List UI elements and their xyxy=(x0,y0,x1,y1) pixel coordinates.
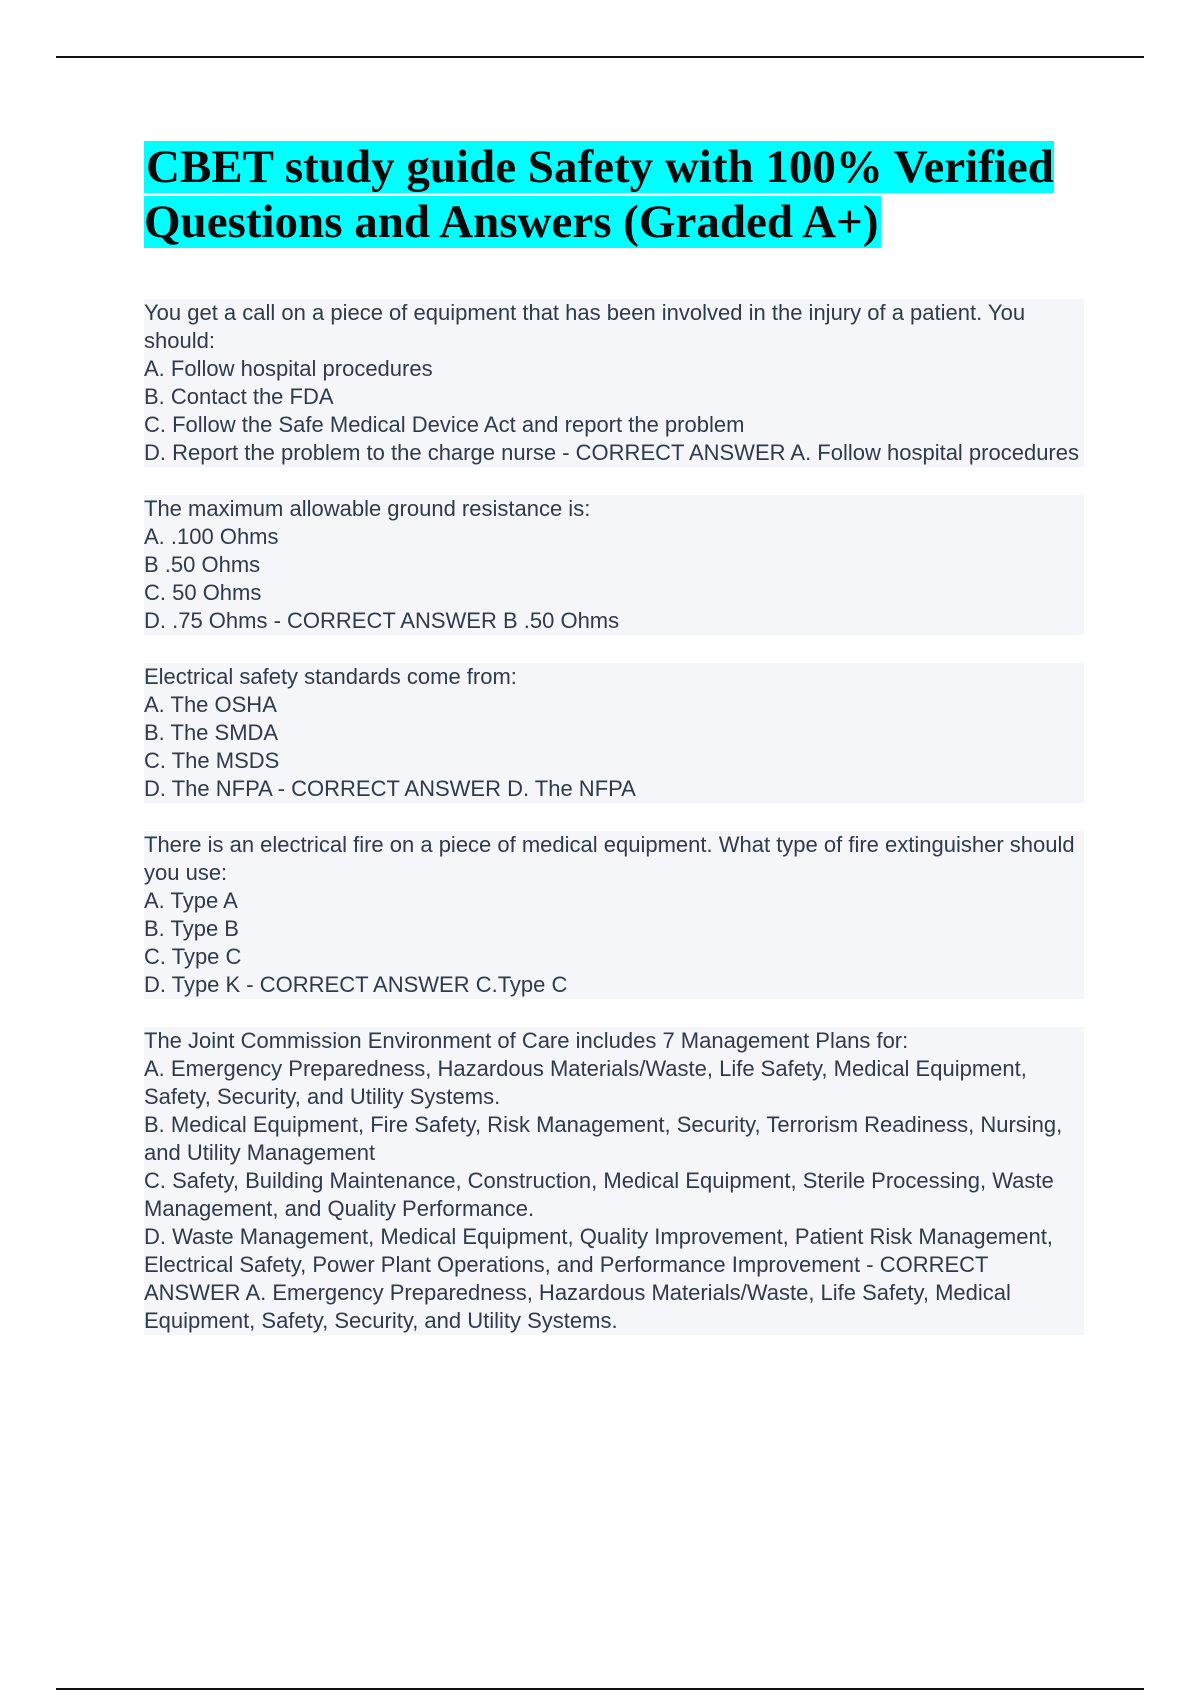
question-prompt: Electrical safety standards come from: xyxy=(144,664,517,689)
question-block-1 xyxy=(144,299,1084,467)
document-title-text: CBET study guide Safety with 100% Verified Questions and Answers (Graded A+) xyxy=(144,141,1054,248)
answer-option-d-with-correct-answer: D. Type K - CORRECT ANSWER C.Type C xyxy=(144,972,568,997)
question-block-5 xyxy=(144,1027,1084,1335)
answer-option-d-with-correct-answer: D. Report the problem to the charge nurse - CORRECT ANSWER A. Follow hospital procedures xyxy=(144,440,1079,465)
question-prompt: The Joint Commission Environment of Care includes 7 Management Plans for: xyxy=(144,1028,909,1053)
answer-option-c: C. Type C xyxy=(144,944,242,969)
question-block-3 xyxy=(144,663,1084,803)
bottom-rule xyxy=(56,1688,1144,1690)
answer-option-b: B. Type B xyxy=(144,916,239,941)
question-block-4 xyxy=(144,831,1084,999)
answer-option-c: C. 50 Ohms xyxy=(144,580,262,605)
answer-option-a: A. Emergency Preparedness, Hazardous Materials/Waste, Life Safety, Medical Equipment, Safety, Security, and Utility Systems. xyxy=(144,1056,1033,1109)
answer-option-a: A. The OSHA xyxy=(144,692,277,717)
answer-option-b: B. Medical Equipment, Fire Safety, Risk Management, Security, Terrorism Readiness, Nursing, and Utility Management xyxy=(144,1112,1069,1165)
answer-option-a: A. Type A xyxy=(144,888,238,913)
top-rule xyxy=(56,56,1144,58)
qa-list xyxy=(144,299,1084,1363)
question-prompt: You get a call on a piece of equipment that has been involved in the injury of a patient. You should: xyxy=(144,300,1032,353)
answer-option-a: A. Follow hospital procedures xyxy=(144,356,433,381)
question-prompt: There is an electrical fire on a piece of medical equipment. What type of fire extinguisher should you use: xyxy=(144,832,1081,885)
answer-option-c: C. Follow the Safe Medical Device Act and report the problem xyxy=(144,412,745,437)
document-title xyxy=(144,140,1104,250)
answer-option-c: C. The MSDS xyxy=(144,748,280,773)
question-prompt: The maximum allowable ground resistance is: xyxy=(144,496,591,521)
answer-option-a: A. .100 Ohms xyxy=(144,524,279,549)
answer-option-c: C. Safety, Building Maintenance, Construction, Medical Equipment, Sterile Processing, Waste Management, and Quality Performance. xyxy=(144,1168,1060,1221)
answer-option-b: B. The SMDA xyxy=(144,720,279,745)
answer-option-d-with-correct-answer: D. .75 Ohms - CORRECT ANSWER B .50 Ohms xyxy=(144,608,620,633)
answer-option-b: B. Contact the FDA xyxy=(144,384,334,409)
answer-option-d-with-correct-answer: D. The NFPA - CORRECT ANSWER D. The NFPA xyxy=(144,776,636,801)
answer-option-d-with-correct-answer: D. Waste Management, Medical Equipment, Quality Improvement, Patient Risk Management, Electrical Safety, Power Plant Operations, and Performance Improvement - CORRECT ANSWER A. Emergency Preparedness, Hazardous Materials/Waste, Life Safety, Medical Equipment, Safety, Security, and Utility Systems. xyxy=(144,1224,1060,1333)
answer-option-b: B .50 Ohms xyxy=(144,552,261,577)
question-block-2 xyxy=(144,495,1084,635)
